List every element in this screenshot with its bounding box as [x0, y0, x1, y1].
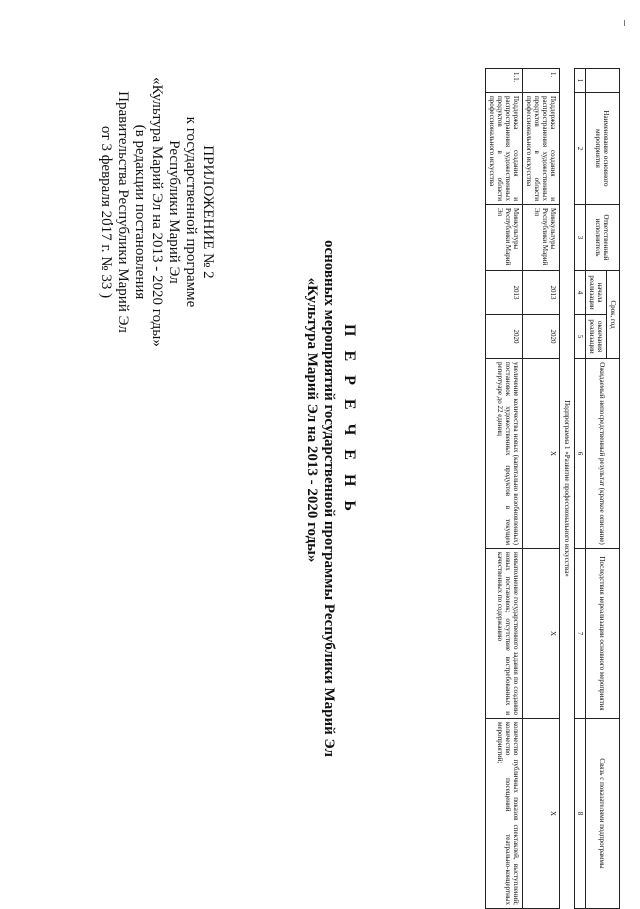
row-start: 2013 — [486, 271, 523, 315]
row-num: 1.1. — [486, 69, 523, 93]
subprogram-row — [560, 69, 575, 909]
row-consequences: X — [523, 549, 560, 719]
column-number: 1 — [575, 69, 586, 93]
column-number: 6 — [575, 359, 586, 549]
row-executor: Минкультуры Республики Марий Эл — [486, 205, 523, 271]
row-name: Поддержка создания и распространения художественных продуктов в области профессионального искусства — [523, 93, 560, 205]
appendix-line: Республики Марий Эл — [166, 140, 182, 284]
header-indicators: Связь с показателями подпрограммы — [586, 719, 620, 909]
header-num — [586, 69, 620, 93]
appendix-line: ПРИЛОЖЕНИЕ № 2 — [200, 145, 216, 279]
header-consequences: Последствия нереализации основного мероприятия — [586, 549, 620, 719]
appendix-line: Правительства Республики Марий Эл — [115, 91, 131, 333]
activities-table — [485, 68, 620, 909]
header-executor: Ответственный исполнитель — [586, 205, 620, 271]
column-number: 7 — [575, 549, 586, 719]
appendix-line: «Культура Марий Эл на 2013 - 2020 годы» — [149, 77, 165, 347]
row-indicators: X — [523, 719, 560, 909]
row-start: 2013 — [523, 271, 560, 315]
column-number: 4 — [575, 271, 586, 315]
title-line-1: основных мероприятий государственной программы Республики Марий Эл — [321, 240, 337, 757]
header-name: Наименование основного мероприятия — [586, 93, 620, 205]
row-indicators: количество публичных показов спектаклей, выступлений; количество посещений театрально-концертных мероприятий; — [486, 719, 523, 909]
appendix-line: от 3 февраля 2017 г. № 33 ) — [98, 125, 114, 299]
title-line-2: «Культура Марий Эл на 2013 - 2020 годы» — [304, 277, 320, 563]
row-end: 2020 — [523, 315, 560, 359]
column-number: 8 — [575, 719, 586, 909]
row-result: увеличение количества новых (капитально возобновленных) постановок художественных продуктов в текущем репертуаре до 22 единиц — [486, 359, 523, 549]
header-result: Ожидаемый непосредственный результат (краткое описание) — [586, 359, 620, 549]
appendix-line: к государственной программе — [183, 116, 199, 308]
appendix-line: (в редакции постановления — [132, 124, 148, 300]
row-consequences: невыполнение государственного задания по созданию новых постановок; отсутствие востребованных и качественных по содержанию — [486, 549, 523, 719]
row-end: 2020 — [486, 315, 523, 359]
document-title — [303, 240, 358, 757]
column-number-row — [575, 69, 586, 909]
header-start: начала реализации — [586, 271, 607, 315]
title-heading: П Е Р Е Ч Е Н Ь — [341, 324, 358, 516]
appendix-header — [97, 67, 216, 357]
table-row — [523, 69, 560, 909]
column-number: 2 — [575, 93, 586, 205]
table-row — [486, 69, 523, 909]
column-number: 5 — [575, 315, 586, 359]
header-term: Срок, год — [607, 271, 620, 359]
header-end: окончания реализации — [586, 315, 607, 359]
column-number: 3 — [575, 205, 586, 271]
row-result: X — [523, 359, 560, 549]
header-row — [607, 69, 620, 909]
row-name: Поддержка создания и распространения художественных продуктов в области профессионального искусства — [486, 93, 523, 205]
row-num: 1. — [523, 69, 560, 93]
subprogram-title: Подпрограмма 1 «Развитие профессионального искусства» — [560, 69, 575, 909]
row-executor: Минкультуры Республики Марий Эл — [523, 205, 560, 271]
scan-mark — [624, 20, 625, 26]
